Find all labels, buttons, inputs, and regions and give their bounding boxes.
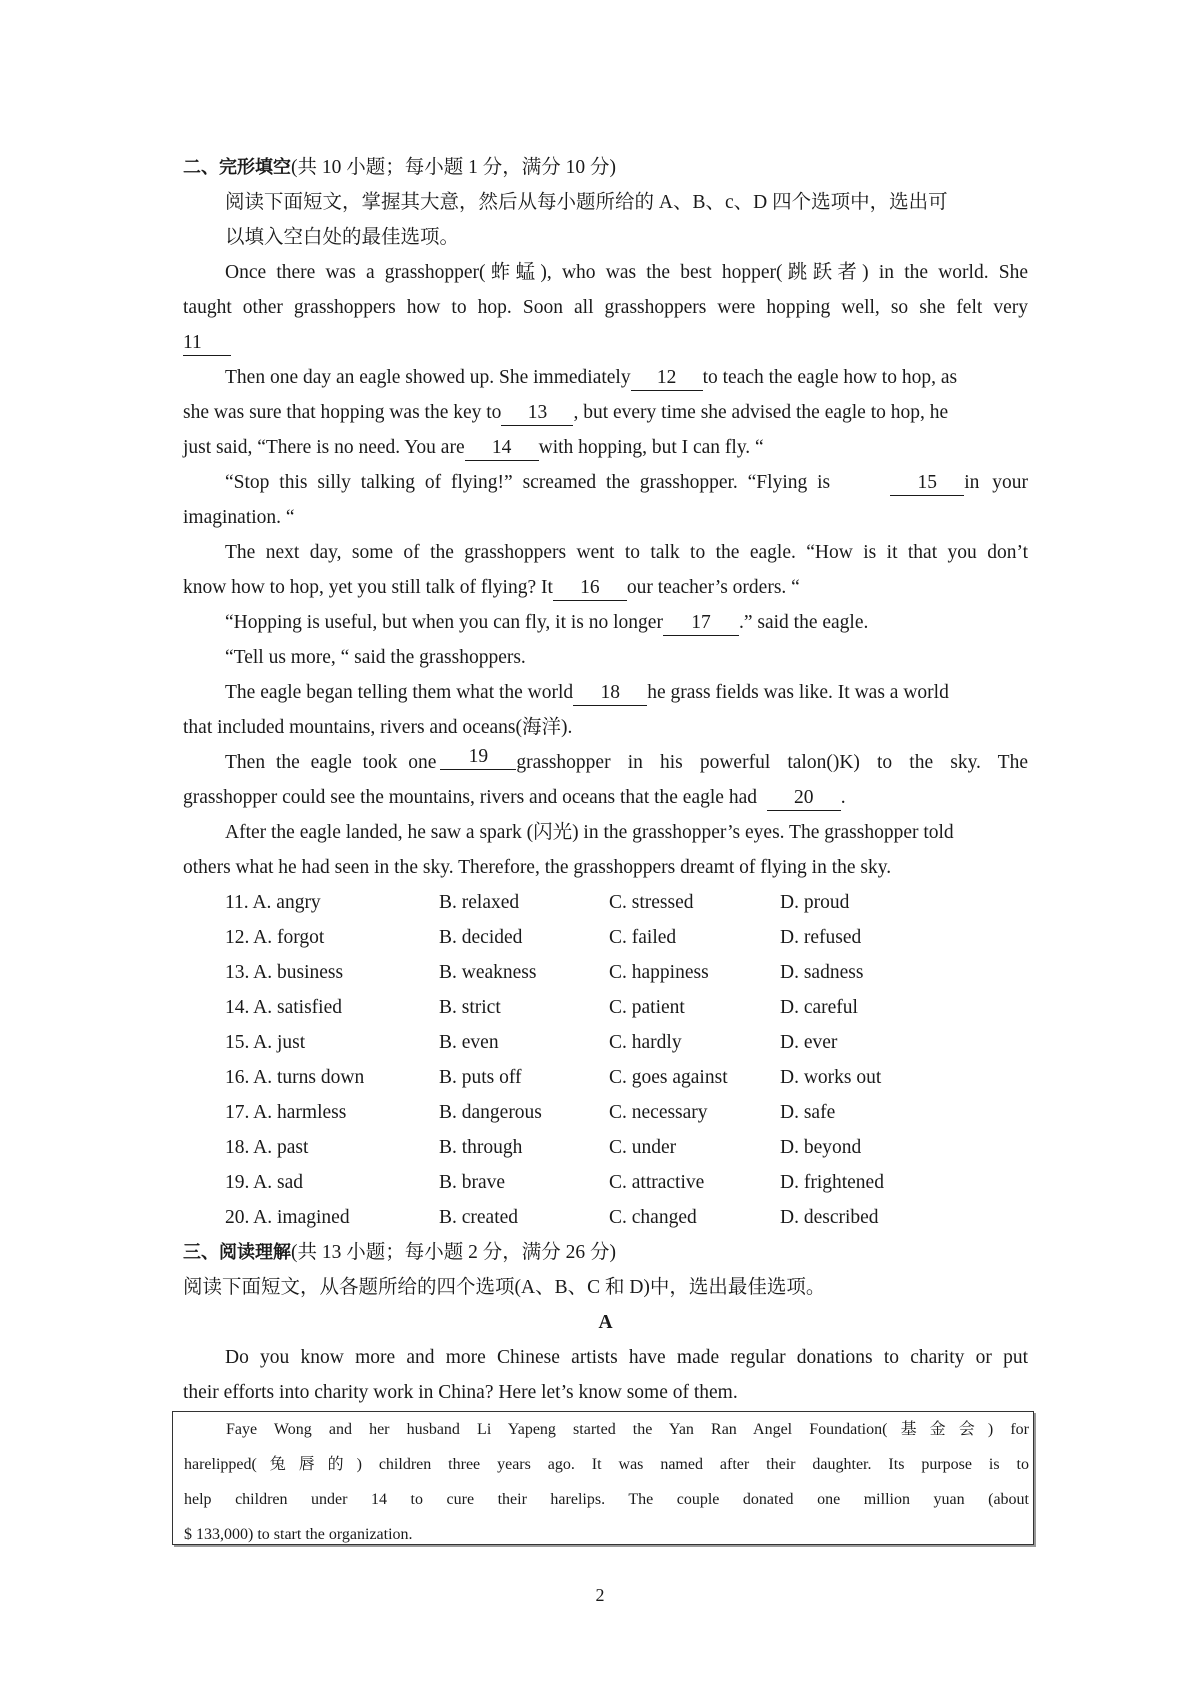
section2-instruction-line2: 以填入空白处的最佳选项。 [225,227,460,248]
reading-text-box [172,1411,1034,1545]
option-b: B. strict [439,997,501,1018]
option-row-12 [183,920,1028,955]
blank-11: 11 [183,331,231,356]
passage-text: grasshopper could see the mountains, rivers and oceans that the eagle had [183,787,757,808]
option-row-19 [183,1165,1028,1200]
option-row-11 [183,885,1028,920]
blank-17: 17 [663,611,739,636]
option-a: 19. A. sad [225,1172,303,1193]
passage-line [183,675,1028,710]
section3-note: (共 13 小题；每小题 2 分，满分 26 分) [291,1242,616,1263]
option-row-13 [183,955,1028,990]
option-c: C. under [609,1137,677,1158]
passage-line [183,325,1028,360]
passage-line: others what he had seen in the sky. Therefore, the grasshoppers dreamt of flying in the sky. [183,857,892,878]
passage-line: that included mountains, rivers and oceans(海洋). [183,717,573,738]
blank-15: 15 [890,471,964,496]
passage-line: After the eagle landed, he saw a spark (闪光) in the grasshopper’s eyes. The grasshopper told [225,822,954,843]
passage-text: with hopping, but I can fly. “ [538,437,764,458]
box-line: harelipped(兔唇的) children three years ago. It was named after their daughter. Its purpose is to [184,1456,1029,1473]
passage-text: she was sure that hopping was the key to [183,402,502,423]
option-c: C. goes against [609,1067,728,1088]
option-b: B. relaxed [439,892,520,913]
passage-text: know how to hop, yet you still talk of flying? It [183,577,553,598]
part-label: A [598,1312,613,1333]
option-row-15 [183,1025,1028,1060]
passage-line: imagination. “ [183,507,295,528]
passage-line [183,570,1028,605]
blank-13: 13 [501,401,573,426]
passage-line [183,430,1028,465]
blank-19: 19 [440,745,516,770]
page-number: 2 [595,1585,605,1605]
option-a: 20. A. imagined [225,1207,350,1228]
section3-instruction: 阅读下面短文，从各题所给的四个选项(A、B、C 和 D)中，选出最佳选项。 [183,1277,826,1298]
option-a: 18. A. past [225,1137,309,1158]
passage-text: Then the eagle took one [225,752,437,773]
option-a: 12. A. forgot [225,927,325,948]
passage-line [183,465,1028,500]
passage-text: .” said the eagle. [738,612,869,633]
reading-intro-line: Do you know more and more Chinese artists have made regular donations to charity or put [225,1347,1028,1368]
blank-20: 20 [767,786,841,811]
option-a: 16. A. turns down [225,1067,365,1088]
passage-line: taught other grasshoppers how to hop. Soon all grasshoppers were hopping well, so she felt very [183,297,1028,318]
option-row-18 [183,1130,1028,1165]
option-d: D. sadness [780,962,864,983]
section3-title: 阅读理解 [219,1242,291,1263]
passage-text: . [840,787,846,808]
option-row-16 [183,1060,1028,1095]
option-b: B. dangerous [439,1102,542,1123]
passage-line: Once there was a grasshopper(蚱蜢), who was the best hopper(跳跃者) in the world. She [225,262,1028,283]
option-d: D. refused [780,927,862,948]
passage-text: “Stop this silly talking of flying!” screamed the grasshopper. “Flying is [225,472,831,493]
option-row-20 [183,1200,1028,1235]
option-a: 11. A. angry [225,892,321,913]
exam-page [183,150,1028,1410]
option-b: B. even [439,1032,499,1053]
option-b: B. puts off [439,1067,522,1088]
option-c: C. changed [609,1207,697,1228]
option-b: B. through [439,1137,523,1158]
option-c: C. patient [609,997,685,1018]
option-c: C. attractive [609,1172,705,1193]
option-d: D. frightened [780,1172,884,1193]
option-row-14 [183,990,1028,1025]
option-row-17 [183,1095,1028,1130]
passage-text: in your [964,472,1028,493]
option-d: D. described [780,1207,879,1228]
option-b: B. created [439,1207,519,1228]
option-d: D. careful [780,997,858,1018]
option-a: 14. A. satisfied [225,997,342,1018]
option-b: B. brave [439,1172,506,1193]
section2-note: (共 10 小题；每小题 1 分，满分 10 分) [291,157,616,178]
section2-instruction-line1: 阅读下面短文，掌握其大意，然后从每小题所给的 A、B、c、D 四个选项中，选出可 [225,192,948,213]
passage-text: grasshopper in his powerful talon()K) to the sky. The [516,752,1028,773]
section2-number: 二、 [183,157,219,178]
box-line: help children under 14 to cure their harelips. The couple donated one million yuan (about [184,1491,1029,1508]
box-line: Faye Wong and her husband Li Yapeng started the Yan Ran Angel Foundation(基金会) for [226,1421,1029,1438]
section3-number: 三、 [183,1242,219,1263]
option-d: D. ever [780,1032,838,1053]
blank-14: 14 [465,436,539,461]
reading-text-box-content [184,1412,1029,1552]
option-c: C. necessary [609,1102,708,1123]
passage-line [183,360,1028,395]
option-a: 17. A. harmless [225,1102,347,1123]
option-b: B. decided [439,927,523,948]
reading-intro-line: their efforts into charity work in China? Here let’s know some of them. [183,1382,738,1403]
option-c: C. stressed [609,892,694,913]
passage-text: , but every time she advised the eagle to hop, he [573,402,949,423]
option-d: D. beyond [780,1137,862,1158]
passage-line [183,605,1028,640]
blank-12: 12 [631,366,703,391]
option-c: C. happiness [609,962,709,983]
blank-18: 18 [573,681,647,706]
section2-heading [183,150,1028,185]
passage-text: our teacher’s orders. “ [626,577,800,598]
option-d: D. safe [780,1102,836,1123]
blank-16: 16 [553,576,627,601]
passage-text: Then one day an eagle showed up. She immediately [225,367,631,388]
passage-line: “Tell us more, “ said the grasshoppers. [225,647,526,668]
options-list [183,885,1028,1235]
option-b: B. weakness [439,962,537,983]
passage-line [183,395,1028,430]
passage-text-group [890,465,1028,500]
option-d: D. works out [780,1067,882,1088]
passage-text: to teach the eagle how to hop, as [702,367,958,388]
box-line: $ 133,000) to start the organization. [184,1526,413,1543]
passage-text: “Hopping is useful, but when you can fly, it is no longer [225,612,663,633]
passage-line [183,780,1028,815]
passage-line: The next day, some of the grasshoppers went to talk to the eagle. “How is it that you don’t [225,542,1028,563]
option-c: C. failed [609,927,677,948]
passage-text: just said, “There is no need. You are [183,437,465,458]
section3-heading [183,1235,1028,1270]
option-c: C. hardly [609,1032,682,1053]
passage-text: The eagle began telling them what the world [225,682,574,703]
option-a: 13. A. business [225,962,344,983]
passage-text: he grass fields was like. It was a world [647,682,949,703]
option-d: D. proud [780,892,850,913]
section2-title: 完形填空 [219,157,291,178]
option-a: 15. A. just [225,1032,306,1053]
passage-line [183,745,1028,780]
